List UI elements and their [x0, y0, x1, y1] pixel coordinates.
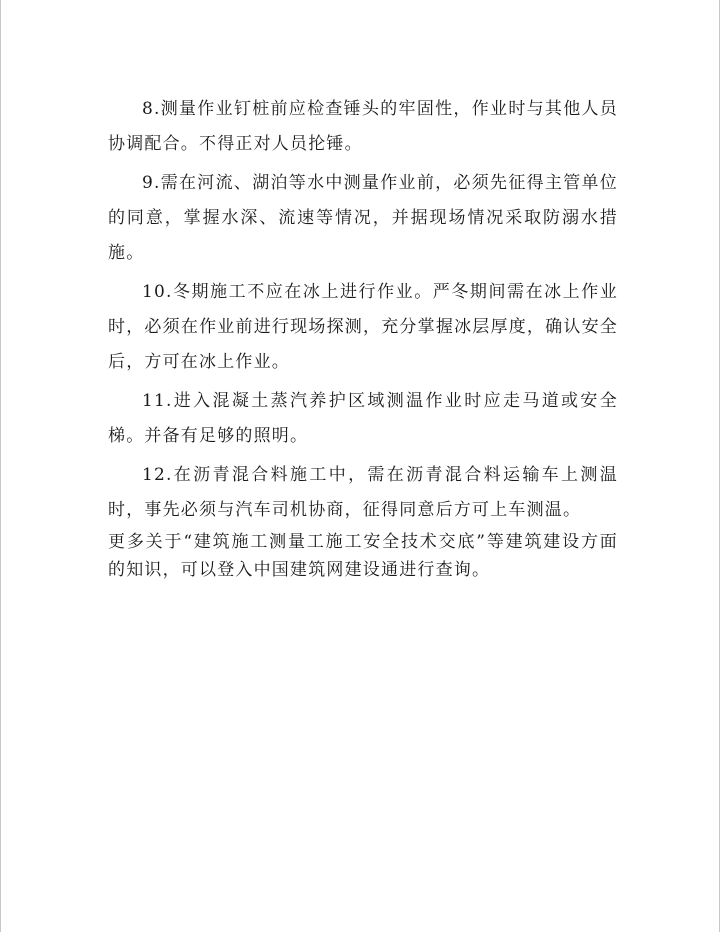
paragraph-item-10: 10.冬期施工不应在冰上进行作业。严冬期间需在冰上作业时，必须在作业前进行现场探测，充分掌握冰层厚度，确认安全后，方可在冰上作业。 [108, 282, 618, 372]
paragraph-item-8: 8.测量作业钉桩前应检查锤头的牢固性，作业时与其他人员协调配合。不得正对人员抡锤。 [108, 99, 618, 154]
footer-note: 更多关于“建筑施工测量工施工安全技术交底”等建筑建设方面的知识，可以登入中国建筑网建设通进行查询。 [108, 532, 618, 580]
paragraph-item-9: 9.需在河流、湖泊等水中测量作业前，必须先征得主管单位的同意，掌握水深、流速等情况，并据现场情况采取防溺水措施。 [108, 173, 618, 263]
paragraph-item-11: 11.进入混凝土蒸汽养护区域测温作业时应走马道或安全梯。并备有足够的照明。 [108, 391, 618, 446]
page-border-left [0, 0, 1, 932]
paragraph-item-12: 12.在沥青混合料施工中，需在沥青混合料运输车上测温时，事先必须与汽车司机协商，征得同意后方可上车测温。 [108, 465, 618, 520]
document-body [108, 92, 618, 584]
